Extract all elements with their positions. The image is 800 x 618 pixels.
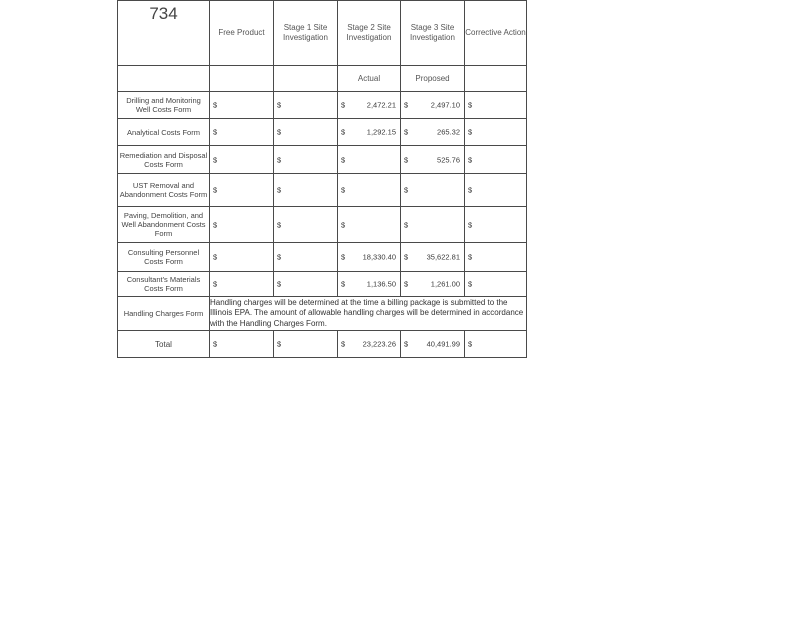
total-row <box>118 331 527 358</box>
currency-symbol: $ <box>277 279 282 289</box>
table-row <box>118 207 527 243</box>
amount-value: 1,261.00 <box>430 279 460 289</box>
corrective-action-amount <box>465 174 527 207</box>
stage3-proposed-amount <box>401 174 465 207</box>
currency-symbol: $ <box>341 220 346 229</box>
currency-symbol: $ <box>277 252 282 262</box>
stage2-actual-amount <box>338 174 401 207</box>
stage1-amount <box>274 243 338 272</box>
currency-symbol: $ <box>277 220 282 229</box>
amount-value: 1,136.50 <box>366 279 396 289</box>
row-label: Handling Charges Form <box>118 297 210 331</box>
cost-summary-table <box>117 0 527 358</box>
currency-symbol: $ <box>468 127 473 137</box>
amount-value: 35,622.81 <box>426 252 460 262</box>
row-label: Drilling and Monitoring Well Costs Form <box>118 92 210 119</box>
col-header-stage1: Stage 1 Site Investigation <box>274 1 338 66</box>
row-label: Remediation and Disposal Costs Form <box>118 146 210 174</box>
stage1-amount <box>274 174 338 207</box>
table-row <box>118 272 527 297</box>
free-product-amount <box>210 272 274 297</box>
stage2-actual-amount <box>338 243 401 272</box>
free-product-amount <box>210 174 274 207</box>
header-row <box>118 1 527 66</box>
stage3-proposed-amount <box>401 146 465 174</box>
currency-symbol: $ <box>213 155 218 164</box>
currency-symbol: $ <box>404 220 409 229</box>
row-label: Consultant's Materials Costs Form <box>118 272 210 297</box>
corrective-action-amount <box>465 146 527 174</box>
currency-symbol: $ <box>213 220 218 229</box>
col-header-stage3: Stage 3 Site Investigation <box>401 1 465 66</box>
col-header-corrective-action: Corrective Action <box>465 1 527 66</box>
stage2-actual-amount <box>338 272 401 297</box>
currency-symbol: $ <box>468 279 473 289</box>
corrective-action-amount <box>465 92 527 119</box>
stage1-total <box>274 331 338 358</box>
proposed-label: Proposed <box>401 66 465 92</box>
currency-symbol: $ <box>404 339 409 349</box>
stage2-total <box>338 331 401 358</box>
currency-symbol: $ <box>341 155 346 164</box>
row-label: UST Removal and Abandonment Costs Form <box>118 174 210 207</box>
currency-symbol: $ <box>213 100 218 110</box>
currency-symbol: $ <box>213 185 218 195</box>
free-product-amount <box>210 243 274 272</box>
stage1-amount <box>274 146 338 174</box>
stage3-proposed-amount <box>401 119 465 146</box>
stage2-actual-amount <box>338 92 401 119</box>
corrective-action-total <box>465 331 527 358</box>
currency-symbol: $ <box>468 185 473 195</box>
currency-symbol: $ <box>341 100 346 110</box>
free-product-total <box>210 331 274 358</box>
currency-symbol: $ <box>341 279 346 289</box>
amount-value: 1,292.15 <box>366 127 396 137</box>
currency-symbol: $ <box>468 339 473 349</box>
row-label: Analytical Costs Form <box>118 119 210 146</box>
table-row <box>118 146 527 174</box>
currency-symbol: $ <box>341 127 346 137</box>
currency-symbol: $ <box>277 185 282 195</box>
amount-value: 525.76 <box>437 155 460 164</box>
currency-symbol: $ <box>468 220 473 229</box>
stage1-amount <box>274 207 338 243</box>
free-product-amount <box>210 119 274 146</box>
currency-symbol: $ <box>341 339 346 349</box>
currency-symbol: $ <box>468 252 473 262</box>
document-number: 734 <box>118 1 210 66</box>
amount-value: 23,223.26 <box>362 339 396 349</box>
table-row <box>118 174 527 207</box>
currency-symbol: $ <box>341 185 346 195</box>
currency-symbol: $ <box>404 185 409 195</box>
stage2-actual-amount <box>338 119 401 146</box>
corrective-action-amount <box>465 272 527 297</box>
currency-symbol: $ <box>341 252 346 262</box>
currency-symbol: $ <box>213 127 218 137</box>
currency-symbol: $ <box>468 155 473 164</box>
currency-symbol: $ <box>277 127 282 137</box>
handling-charges-note: Handling charges will be determined at the time a billing package is submitted to the Illinois EPA. The amount of allowable handling charges will be determined in accordance with the Handling Charges Form. <box>210 297 527 331</box>
currency-symbol: $ <box>404 252 409 262</box>
currency-symbol: $ <box>213 339 218 349</box>
currency-symbol: $ <box>404 127 409 137</box>
currency-symbol: $ <box>277 100 282 110</box>
stage3-proposed-amount <box>401 207 465 243</box>
free-product-amount <box>210 207 274 243</box>
currency-symbol: $ <box>277 339 282 349</box>
corrective-action-amount <box>465 207 527 243</box>
corrective-action-amount <box>465 119 527 146</box>
stage3-proposed-amount <box>401 272 465 297</box>
row-label: Consulting Personnel Costs Form <box>118 243 210 272</box>
handling-charges-row <box>118 297 527 331</box>
table-row <box>118 119 527 146</box>
actual-label: Actual <box>338 66 401 92</box>
subheader-row <box>118 66 527 92</box>
corrective-action-amount <box>465 243 527 272</box>
currency-symbol: $ <box>213 279 218 289</box>
total-label: Total <box>118 331 210 358</box>
free-product-amount <box>210 146 274 174</box>
stage1-amount <box>274 119 338 146</box>
currency-symbol: $ <box>213 252 218 262</box>
col-header-stage2: Stage 2 Site Investigation <box>338 1 401 66</box>
currency-symbol: $ <box>468 100 473 110</box>
currency-symbol: $ <box>277 155 282 164</box>
currency-symbol: $ <box>404 279 409 289</box>
free-product-amount <box>210 92 274 119</box>
currency-symbol: $ <box>404 155 409 164</box>
stage1-amount <box>274 92 338 119</box>
amount-value: 40,491.99 <box>426 339 460 349</box>
amount-value: 2,497.10 <box>430 100 460 110</box>
amount-value: 265.32 <box>437 127 460 137</box>
stage3-proposed-amount <box>401 243 465 272</box>
amount-value: 2,472.21 <box>366 100 396 110</box>
col-header-free-product: Free Product <box>210 1 274 66</box>
currency-symbol: $ <box>404 100 409 110</box>
stage1-amount <box>274 272 338 297</box>
row-label: Paving, Demolition, and Well Abandonment Costs Form <box>118 207 210 243</box>
table-row <box>118 92 527 119</box>
stage2-actual-amount <box>338 207 401 243</box>
stage3-proposed-amount <box>401 92 465 119</box>
stage3-total <box>401 331 465 358</box>
amount-value: 18,330.40 <box>362 252 396 262</box>
stage2-actual-amount <box>338 146 401 174</box>
table-row <box>118 243 527 272</box>
